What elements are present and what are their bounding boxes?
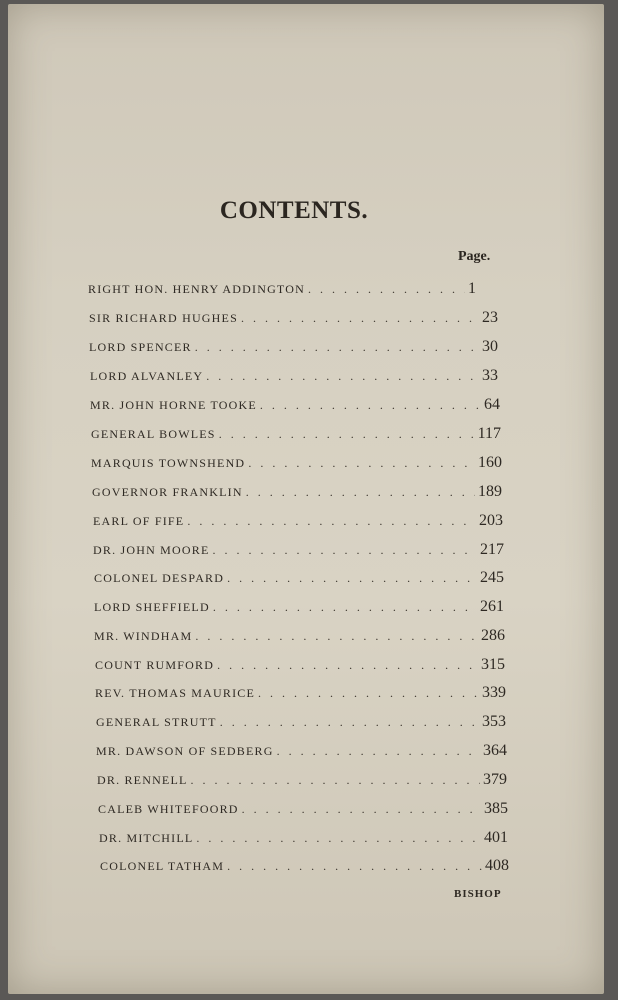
toc-entry (94, 627, 505, 645)
toc-entry (100, 857, 509, 875)
toc-entry-name: LORD ALVANLEY (90, 369, 204, 383)
toc-entry-name: MARQUIS TOWNSHEND (91, 456, 246, 470)
toc-entry-name: MR. JOHN HORNE TOOKE (90, 398, 257, 412)
toc-entry-page: 30 (482, 338, 498, 355)
toc-entry-page: 339 (482, 684, 506, 701)
toc-entry-page: 379 (483, 771, 507, 788)
toc-entry (90, 367, 498, 385)
leader-dots (206, 369, 479, 384)
book-page (8, 4, 604, 994)
toc-entry (91, 425, 501, 443)
toc-entry-page: 408 (485, 857, 509, 874)
toc-entry-name: LORD SHEFFIELD (94, 600, 210, 614)
leader-dots (220, 715, 479, 730)
toc-entry-page: 64 (484, 396, 500, 413)
toc-entry-name: LORD SPENCER (89, 340, 192, 354)
leader-dots (227, 571, 477, 586)
toc-entry-page: 217 (480, 541, 504, 558)
leader-dots (277, 744, 480, 759)
leader-dots (242, 802, 481, 817)
leader-dots (248, 456, 475, 471)
toc-entry (96, 742, 507, 760)
leader-dots (195, 629, 478, 644)
leader-dots (195, 340, 479, 355)
toc-entry-name: COLONEL TATHAM (100, 859, 225, 873)
toc-entry-page: 286 (481, 627, 505, 644)
toc-entry (96, 713, 506, 731)
leader-dots (196, 831, 481, 846)
page-title: CONTENTS. (219, 197, 369, 224)
toc-entry (95, 656, 505, 674)
toc-entry-page: 1 (468, 280, 476, 297)
leader-dots (241, 311, 479, 326)
toc-entry (89, 309, 498, 327)
toc-entry (92, 483, 502, 501)
toc-entry-page: 189 (478, 483, 502, 500)
toc-entry-name: COLONEL DESPARD (94, 571, 225, 585)
toc-entry-page: 245 (480, 569, 504, 586)
toc-entry-name: GENERAL BOWLES (91, 427, 216, 441)
toc-entry-name: DR. RENNELL (97, 773, 188, 787)
toc-entry-page: 385 (484, 800, 508, 817)
toc-entry (95, 684, 506, 702)
toc-entry (90, 396, 500, 414)
toc-entry-name: EARL OF FIFE (93, 514, 185, 528)
page-column-label: Page. (458, 249, 491, 264)
toc-entry (88, 280, 476, 298)
toc-entry (89, 338, 498, 356)
leader-dots (213, 600, 477, 615)
leader-dots (246, 485, 475, 500)
leader-dots (227, 859, 482, 874)
toc-entry-page: 353 (482, 713, 506, 730)
leader-dots (217, 658, 478, 673)
leader-dots (260, 398, 481, 413)
toc-entry-name: SIR RICHARD HUGHES (89, 311, 238, 325)
leader-dots (191, 773, 480, 788)
leader-dots (308, 282, 465, 297)
toc-entry (94, 569, 504, 587)
toc-entry-name: MR. DAWSON OF SEDBERG (96, 744, 274, 758)
toc-entry (98, 800, 508, 818)
toc-entry-page: 364 (483, 742, 507, 759)
toc-entry-name: DR. JOHN MOORE (93, 543, 210, 557)
toc-entry-page: 203 (479, 512, 503, 529)
toc-entry-page: 261 (480, 598, 504, 615)
toc-entry (93, 541, 504, 559)
toc-entry-name: MR. WINDHAM (94, 629, 193, 643)
toc-entry (94, 598, 504, 616)
leader-dots (187, 514, 476, 529)
toc-entry-name: GENERAL STRUTT (96, 715, 217, 729)
toc-entry (93, 512, 503, 530)
toc-entry-name: RIGHT HON. HENRY ADDINGTON (88, 282, 305, 296)
toc-entry (97, 771, 507, 789)
toc-entry-name: COUNT RUMFORD (95, 658, 215, 672)
toc-entry-name: CALEB WHITEFOORD (98, 802, 239, 816)
toc-entry-page: 117 (477, 425, 501, 442)
toc-entry-name: REV. THOMAS MAURICE (95, 686, 256, 700)
toc-entry-page: 23 (482, 309, 498, 326)
toc-entry-name: DR. MITCHILL (99, 831, 194, 845)
toc-entry-name: GOVERNOR FRANKLIN (92, 485, 243, 499)
leader-dots (212, 543, 477, 558)
leader-dots (219, 427, 475, 442)
toc-entry (99, 829, 508, 847)
toc-entry-page: 160 (478, 454, 502, 471)
leader-dots (258, 686, 479, 701)
catchword: BISHOP (454, 888, 502, 900)
toc-entry-page: 33 (482, 367, 498, 384)
toc-entry (91, 454, 502, 472)
toc-entry-page: 401 (484, 829, 508, 846)
toc-entry-page: 315 (481, 656, 505, 673)
